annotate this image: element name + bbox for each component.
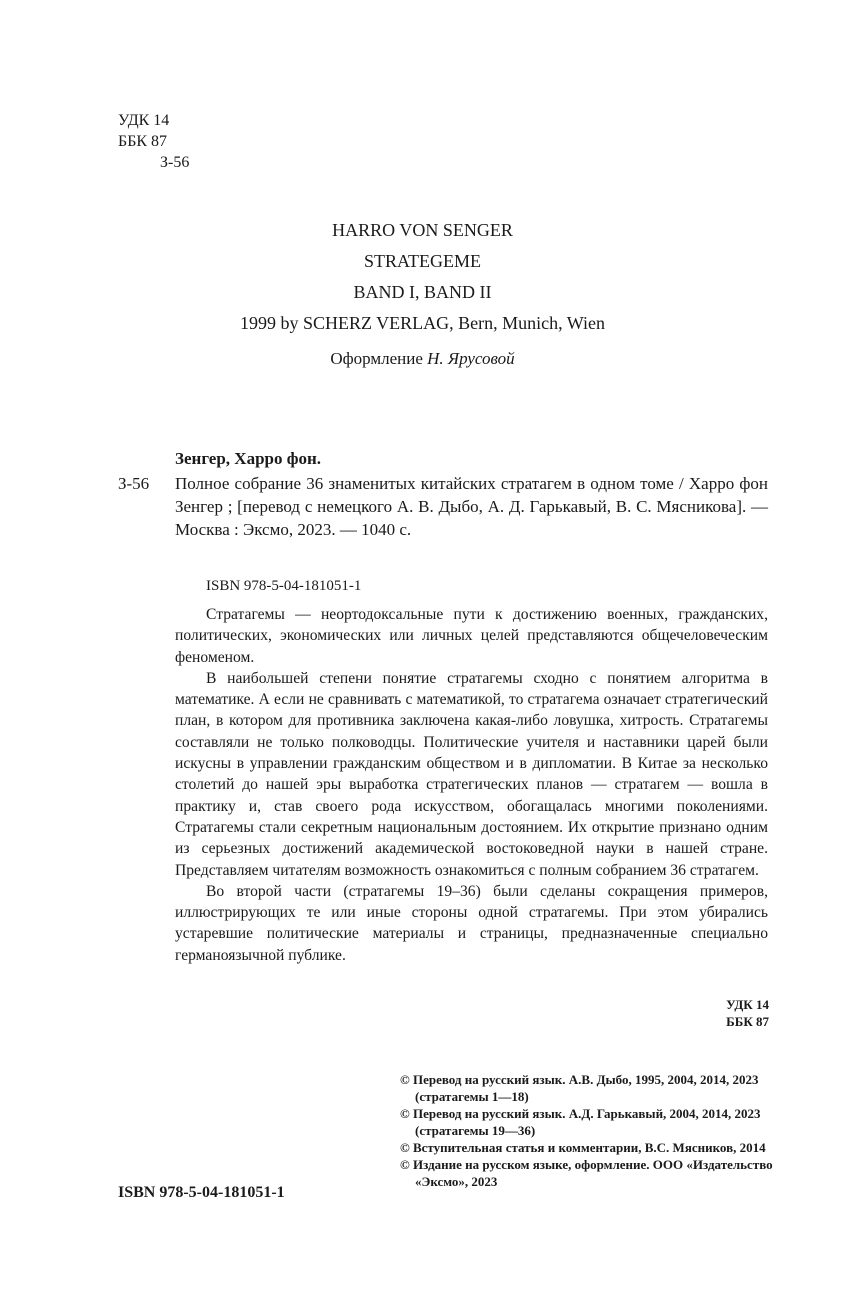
side-classification-codes bbox=[726, 996, 769, 1030]
original-title: STRATEGEME bbox=[364, 251, 481, 271]
annotation-paragraph: Стратагемы — неортодоксальные пути к достижению военных, гражданских, политических, экономических или личных целей представляются общечеловеческим феноменом. bbox=[175, 606, 768, 666]
annotation-paragraph: Во второй части (стратагемы 19–36) были сделаны сокращения примеров, иллюстрирующих те или иные стороны одной стратагемы. При этом убирались устаревшие политические материалы и страницы, предназначенные специально германоязычной публике. bbox=[175, 882, 768, 964]
isbn-bottom: ISBN 978-5-04-181051-1 bbox=[118, 1184, 285, 1201]
original-publisher: 1999 by SCHERZ VERLAG, Bern, Munich, Wien bbox=[239, 313, 606, 333]
original-edition-block bbox=[0, 215, 845, 374]
copyright-line: © Перевод на русский язык. А.Д. Гарькавый, 2004, 2014, 2023 (стратагемы 19—36) bbox=[400, 1106, 761, 1138]
catalog-description: Полное собрание 36 знаменитых китайских стратагем в одном томе / Харро фон Зенгер ; [перевод с немецкого А. В. Дыбо, А. Д. Гарькавый, В. С. Мясникова]. — Москва : Эксмо, 2023. — 1040 с. bbox=[175, 474, 768, 539]
udk-code: УДК 14 bbox=[118, 112, 170, 129]
bbk-code: ББК 87 bbox=[118, 133, 168, 150]
side-udk-code: УДК 14 bbox=[726, 997, 769, 1012]
classification-codes bbox=[118, 110, 189, 173]
catalog-code: З-56 bbox=[118, 474, 150, 493]
original-volumes: BAND I, BAND II bbox=[353, 282, 492, 302]
design-label: Оформление bbox=[330, 349, 423, 368]
annotation-paragraph: В наибольшей степени понятие стратагемы сходно с понятием алгоритма в математике. А если не сравнивать с математикой, то стратагема означает стратегический план, в котором для противника заключена какая-либо ловушка, хитрость. Стратагемы составляли не только полководцы. Политические учителя и наставники царей были искусны в управлении гражданским обществом и в дипломатии. В Китае за несколько столетий до нашей эры выработка стратегических планов — стратагем — вошла в практику и, став своего рода искусством, обогащалась многими поколениями. Стратагемы стали секретным национальным достоянием. Их открытие признано одним из серьезных достижений академической востоковедной науки в нашей стране. Представляем читателям возможность ознакомиться с полным собранием 36 стратагем. bbox=[175, 669, 768, 879]
catalog-author-heading: Зенгер, Харро фон. bbox=[175, 449, 322, 468]
original-author: HARRO VON SENGER bbox=[332, 220, 513, 240]
designer-name: Н. Ярусовой bbox=[427, 349, 515, 368]
copyright-line: © Издание на русском языке, оформление. ООО «Издательство «Эксмо», 2023 bbox=[400, 1157, 773, 1189]
copyright-line: © Перевод на русский язык. А.В. Дыбо, 1995, 2004, 2014, 2023 (стратагемы 1—18) bbox=[400, 1072, 759, 1104]
side-bbk-code: ББК 87 bbox=[726, 1014, 769, 1029]
copyright-block bbox=[400, 1071, 790, 1190]
design-credit bbox=[0, 343, 845, 374]
catalog-isbn: ISBN 978-5-04-181051-1 bbox=[206, 578, 362, 594]
copyright-line: © Вступительная статья и комментарии, В.С. Мясников, 2014 bbox=[400, 1140, 766, 1155]
author-code: З-56 bbox=[160, 154, 190, 171]
annotation bbox=[175, 604, 768, 966]
